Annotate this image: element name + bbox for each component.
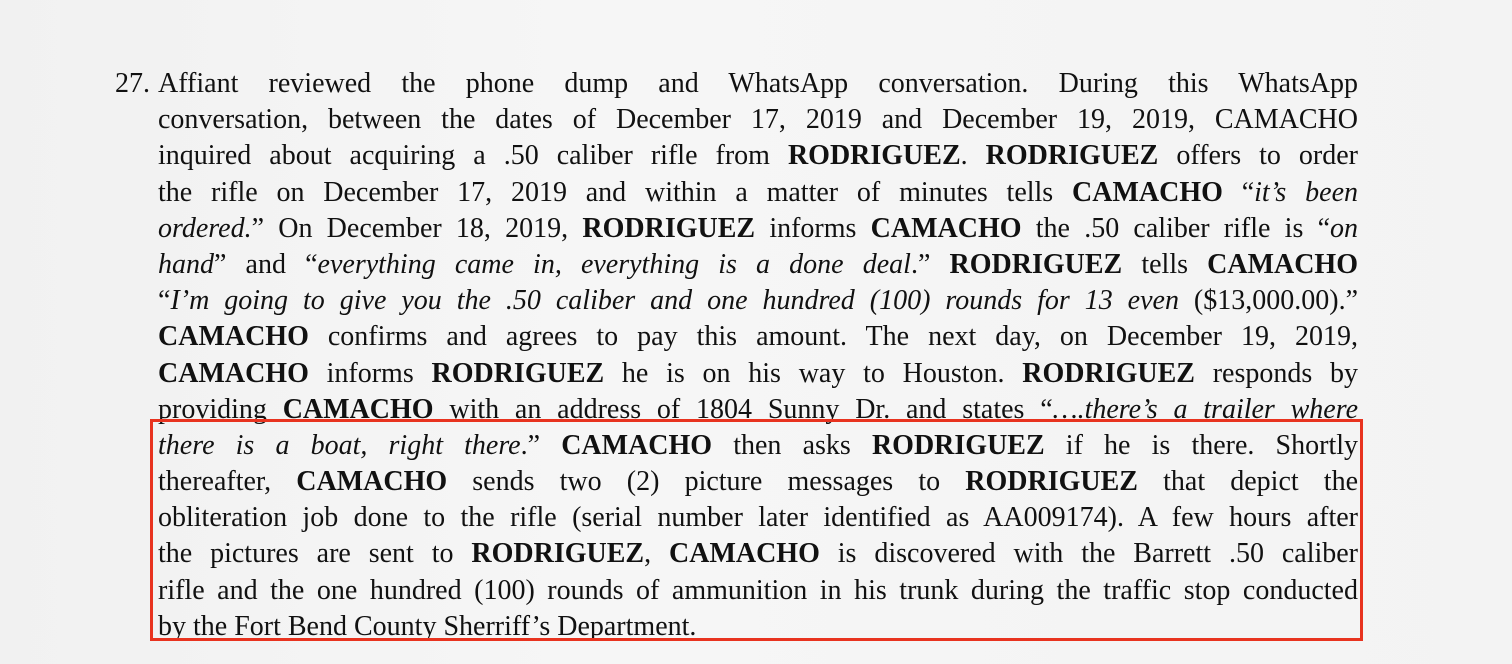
text-run: . — [960, 140, 986, 172]
text-run: the rifle on December 17, 2019 and within a matter of minutes tells — [158, 176, 1073, 208]
text-run: he is on his way to Houston. — [604, 357, 1023, 389]
bold-name: CAMACHO — [1207, 248, 1358, 280]
bold-name: CAMACHO — [870, 212, 1022, 244]
text-line — [158, 356, 1358, 392]
text-line — [158, 247, 1358, 283]
bold-name: RODRIGUEZ — [787, 140, 961, 172]
text-run: , — [644, 538, 669, 570]
bold-name: CAMACHO — [1072, 176, 1223, 208]
text-run: rifle and the one hundred (100) rounds of ammunition in his trunk during the traffic stop conducted — [158, 574, 1358, 606]
text-run: conversation, between the dates of December 17, 2019 and December 19, 2019, CAMACHO — [158, 104, 1358, 136]
bold-name: CAMACHO — [669, 538, 820, 570]
text-line — [158, 464, 1358, 500]
paragraph-27-body — [158, 66, 1358, 645]
text-line — [158, 573, 1358, 609]
text-run: confirms and agrees to pay this amount. The next day, on December 19, 2019, — [308, 321, 1358, 353]
text-run: inquired about acquiring a .50 caliber rifle from — [158, 140, 788, 172]
bold-name: CAMACHO — [158, 321, 309, 353]
text-line — [158, 283, 1358, 319]
text-line — [158, 138, 1358, 174]
text-line — [158, 392, 1358, 428]
text-line — [158, 211, 1358, 247]
bold-name: RODRIGUEZ — [431, 357, 605, 389]
quoted-text: hand — [158, 248, 214, 280]
text-run: with an address of 1804 Sunny Dr. and states “ — [433, 393, 1053, 425]
text-run: “ — [158, 285, 171, 317]
quoted-text: ordered. — [158, 212, 252, 244]
text-run: informs — [755, 212, 871, 244]
text-run: obliteration job done to the rifle (serial number later identified as AA009174). A few hours after — [158, 502, 1358, 534]
bold-name: RODRIGUEZ — [582, 212, 756, 244]
text-run: responds by — [1194, 357, 1359, 389]
paragraph-number: 27. — [115, 68, 150, 99]
text-run: is discovered with the Barrett .50 caliber — [819, 538, 1359, 570]
text-run: ($13,000.00).” — [1178, 285, 1358, 317]
text-run: providing — [158, 393, 283, 425]
text-run: informs — [308, 357, 432, 389]
text-run: that depict the — [1137, 466, 1358, 498]
text-run: tells — [1122, 248, 1208, 280]
quoted-text: ….there’s a trailer where — [1052, 393, 1359, 425]
bold-name: CAMACHO — [282, 393, 434, 425]
bold-name: RODRIGUEZ — [965, 466, 1138, 498]
text-line — [158, 609, 1358, 645]
text-run: .” — [910, 248, 950, 280]
text-line — [158, 102, 1358, 138]
text-run: the .50 caliber rifle is “ — [1021, 212, 1330, 244]
quoted-text: everything came in, everything is a done deal — [317, 248, 911, 280]
text-line — [158, 66, 1358, 102]
quoted-text: on — [1330, 212, 1358, 244]
text-run: the pictures are sent to — [158, 538, 472, 570]
bold-name: CAMACHO — [296, 466, 448, 498]
bold-name: CAMACHO — [561, 429, 713, 461]
text-run: “ — [1222, 176, 1255, 208]
text-line — [158, 536, 1358, 572]
quoted-text: it’s been — [1254, 176, 1358, 208]
text-run: ” On December 18, 2019, — [251, 212, 583, 244]
bold-name: RODRIGUEZ — [871, 429, 1045, 461]
text-run: ” and “ — [214, 248, 318, 280]
text-line — [158, 428, 1358, 464]
bold-name: RODRIGUEZ — [985, 140, 1159, 172]
bold-name: RODRIGUEZ — [471, 538, 645, 570]
bold-name: CAMACHO — [158, 357, 309, 389]
bold-name: RODRIGUEZ — [949, 248, 1123, 280]
quoted-text: there is a boat, right there — [158, 429, 521, 461]
text-line — [158, 319, 1358, 355]
text-run: .” — [520, 429, 562, 461]
text-run: thereafter, — [158, 466, 297, 498]
text-run: by the Fort Bend County Sherriff’s Department. — [158, 610, 697, 642]
text-run: Affiant reviewed the phone dump and WhatsApp conversation. During this WhatsApp — [158, 68, 1358, 99]
bold-name: RODRIGUEZ — [1022, 357, 1195, 389]
text-run: then asks — [712, 429, 872, 461]
text-run: offers to order — [1158, 140, 1359, 172]
text-run: if he is there. Shortly — [1044, 429, 1358, 461]
text-line — [158, 175, 1358, 211]
text-run: sends two (2) picture messages to — [447, 466, 966, 498]
quoted-text: I’m going to give you the .50 caliber and one hundred (100) rounds for 13 even — [170, 285, 1179, 317]
text-line — [158, 500, 1358, 536]
